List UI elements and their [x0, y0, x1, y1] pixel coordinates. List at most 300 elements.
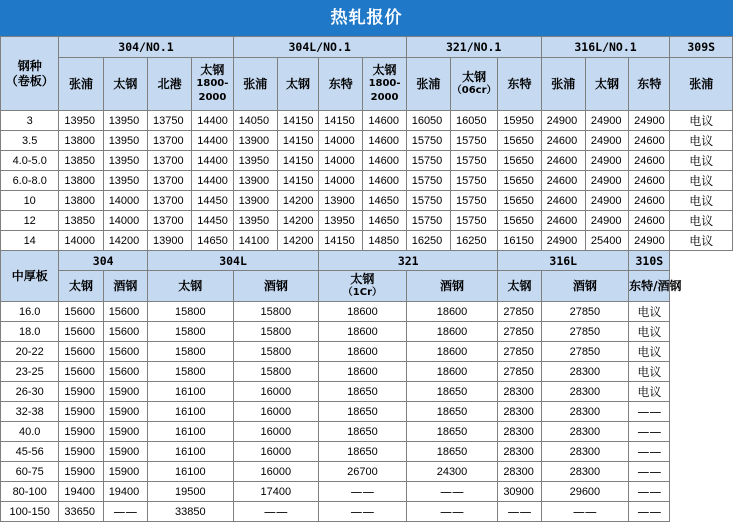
- hot-side-label: 钢种 （卷板）: [1, 37, 59, 111]
- table-row: [1, 402, 733, 422]
- plate-side-label: 中厚板: [1, 251, 59, 302]
- grade-header: 316L: [498, 251, 629, 271]
- price-cell: 13750: [147, 111, 191, 131]
- price-cell: 24600: [541, 131, 585, 151]
- price-cell: 14450: [192, 211, 233, 231]
- price-cell: 15900: [103, 422, 147, 442]
- mill-header-line: 太钢: [200, 63, 225, 77]
- price-cell: 15600: [103, 302, 147, 322]
- price-cell: 18650: [406, 422, 498, 442]
- price-cell: ——: [406, 502, 498, 522]
- mill-header: [319, 58, 363, 111]
- price-cell: 14150: [277, 111, 318, 131]
- price-cell: 15600: [59, 322, 103, 342]
- price-cell: 15650: [498, 191, 541, 211]
- price-cell: 电议: [670, 131, 733, 151]
- mill-header: [192, 58, 233, 111]
- price-cell: 26700: [319, 462, 407, 482]
- price-cell: 13950: [103, 131, 147, 151]
- price-cell: 16000: [233, 462, 319, 482]
- grade-header: 309S: [670, 37, 733, 58]
- price-cell: 18650: [319, 422, 407, 442]
- price-cell: 13950: [319, 211, 363, 231]
- price-cell: 28300: [541, 442, 629, 462]
- price-cell: 16100: [147, 422, 233, 442]
- price-cell: 13950: [103, 111, 147, 131]
- price-cell: 14400: [192, 171, 233, 191]
- price-cell: 14600: [363, 171, 406, 191]
- table-row: [1, 442, 733, 462]
- price-cell: 16000: [233, 422, 319, 442]
- price-cell: 28300: [498, 382, 541, 402]
- mill-header: [451, 58, 498, 111]
- price-cell: 16050: [451, 111, 498, 131]
- mill-header-line: （06cr）: [451, 85, 497, 96]
- price-cell: 27850: [498, 322, 541, 342]
- price-cell: 电议: [629, 322, 670, 342]
- mill-header-line: 酒钢: [440, 279, 465, 293]
- price-cell: 13700: [147, 131, 191, 151]
- price-cell: 13800: [59, 191, 103, 211]
- table-row: [1, 422, 733, 442]
- price-cell: 14000: [319, 151, 363, 171]
- price-cell: 14100: [233, 231, 277, 251]
- price-cell: 15600: [59, 342, 103, 362]
- price-cell: ——: [629, 462, 670, 482]
- price-cell: 15750: [406, 211, 450, 231]
- price-cell: 14150: [319, 231, 363, 251]
- price-cell: 15750: [406, 191, 450, 211]
- price-cell: 15750: [451, 211, 498, 231]
- price-cell: 24900: [585, 171, 628, 191]
- mill-header-line: 张浦: [69, 77, 94, 91]
- table-row: [1, 171, 733, 191]
- table-row: [1, 131, 733, 151]
- price-cell: 25400: [585, 231, 628, 251]
- price-cell: 15600: [59, 362, 103, 382]
- price-cell: 13700: [147, 211, 191, 231]
- price-cell: 电议: [670, 171, 733, 191]
- price-cell: ——: [319, 482, 407, 502]
- price-cell: 27850: [498, 342, 541, 362]
- price-cell: 13950: [103, 171, 147, 191]
- price-cell: 24900: [585, 211, 628, 231]
- mill-header: [59, 271, 103, 302]
- price-cell: 14400: [192, 111, 233, 131]
- price-cell: 电议: [670, 111, 733, 131]
- price-cell: ——: [629, 402, 670, 422]
- price-cell: 24900: [541, 111, 585, 131]
- price-cell: 16050: [406, 111, 450, 131]
- price-cell: 18650: [406, 402, 498, 422]
- mill-header: [233, 58, 277, 111]
- table-row: [1, 231, 733, 251]
- price-cell: 15900: [103, 402, 147, 422]
- price-cell: 13800: [59, 131, 103, 151]
- mill-header: [406, 58, 450, 111]
- mill-header: [498, 271, 541, 302]
- page-title: 热轧报价: [0, 0, 733, 36]
- spec-cell: 100-150: [1, 502, 59, 522]
- price-cell: 14600: [363, 151, 406, 171]
- price-cell: 24600: [629, 131, 670, 151]
- mill-header-line: 2000: [198, 92, 227, 103]
- price-cell: 29600: [541, 482, 629, 502]
- spec-cell: 20-22: [1, 342, 59, 362]
- price-cell: 24600: [541, 151, 585, 171]
- price-cell: 28300: [498, 422, 541, 442]
- price-cell: 18600: [319, 302, 407, 322]
- price-cell: 15650: [498, 171, 541, 191]
- spec-cell: 14: [1, 231, 59, 251]
- price-cell: 14650: [363, 191, 406, 211]
- price-cell: 18600: [406, 362, 498, 382]
- price-cell: 18600: [406, 322, 498, 342]
- price-cell: 30900: [498, 482, 541, 502]
- price-cell: 24900: [541, 231, 585, 251]
- price-cell: 15600: [103, 322, 147, 342]
- price-cell: 电议: [670, 191, 733, 211]
- mill-header-line: 东特: [637, 77, 662, 91]
- price-cell: 15800: [233, 342, 319, 362]
- price-cell: 14600: [363, 131, 406, 151]
- price-cell: 14000: [319, 171, 363, 191]
- price-cell: 15900: [59, 422, 103, 442]
- price-cell: 15600: [59, 302, 103, 322]
- table-row: [1, 211, 733, 231]
- mill-header-line: 太钢: [595, 77, 620, 91]
- price-cell: 14600: [363, 111, 406, 131]
- spec-cell: 40.0: [1, 422, 59, 442]
- spec-cell: 12: [1, 211, 59, 231]
- price-cell: 14200: [103, 231, 147, 251]
- mill-header: [147, 271, 233, 302]
- price-cell: 13700: [147, 191, 191, 211]
- price-cell: 13800: [59, 171, 103, 191]
- price-cell: 14650: [192, 231, 233, 251]
- mill-header: [147, 58, 191, 111]
- price-cell: 14050: [233, 111, 277, 131]
- price-cell: 15950: [498, 111, 541, 131]
- grade-header: 321: [319, 251, 498, 271]
- grade-header: 304L/NO.1: [233, 37, 406, 58]
- price-cell: ——: [103, 502, 147, 522]
- price-cell: 14650: [363, 211, 406, 231]
- price-cell: ——: [629, 502, 670, 522]
- price-cell: 电议: [629, 302, 670, 322]
- price-cell: 13900: [319, 191, 363, 211]
- price-cell: 18650: [406, 442, 498, 462]
- price-cell: 28300: [498, 442, 541, 462]
- grade-header: 321/NO.1: [406, 37, 541, 58]
- price-cell: 14000: [103, 191, 147, 211]
- price-cell: ——: [319, 502, 407, 522]
- price-cell: ——: [629, 482, 670, 502]
- price-cell: 18600: [406, 342, 498, 362]
- spec-cell: 45-56: [1, 442, 59, 462]
- price-cell: 18600: [319, 342, 407, 362]
- price-cell: 13900: [233, 171, 277, 191]
- price-cell: 16100: [147, 382, 233, 402]
- price-cell: 14200: [277, 191, 318, 211]
- mill-header: [103, 271, 147, 302]
- price-cell: 28300: [541, 382, 629, 402]
- price-cell: 27850: [498, 302, 541, 322]
- mill-header-line: 北港: [157, 77, 182, 91]
- mill-header-line: 太钢: [372, 63, 397, 77]
- price-cell: 27850: [498, 362, 541, 382]
- price-cell: 15900: [59, 402, 103, 422]
- price-cell: 24600: [541, 211, 585, 231]
- price-cell: 15750: [406, 131, 450, 151]
- price-cell: 15750: [451, 191, 498, 211]
- price-cell: 13950: [233, 151, 277, 171]
- spec-cell: 3.5: [1, 131, 59, 151]
- price-cell: 13950: [233, 211, 277, 231]
- price-cell: 16000: [233, 402, 319, 422]
- price-cell: 13850: [59, 211, 103, 231]
- mill-header-line: 东特/酒钢: [629, 279, 682, 293]
- mill-header: [541, 58, 585, 111]
- table-row: [1, 342, 733, 362]
- price-cell: 14150: [277, 151, 318, 171]
- price-cell: 16000: [233, 382, 319, 402]
- price-cell: 15800: [233, 362, 319, 382]
- price-cell: 13950: [59, 111, 103, 131]
- spec-cell: 16.0: [1, 302, 59, 322]
- spec-cell: 80-100: [1, 482, 59, 502]
- price-table: [0, 36, 733, 522]
- price-cell: 15800: [233, 302, 319, 322]
- spec-cell: 10: [1, 191, 59, 211]
- mill-header-line: 太钢: [350, 272, 375, 286]
- mill-header-line: 太钢: [178, 279, 203, 293]
- price-cell: 电议: [670, 211, 733, 231]
- price-cell: 27850: [541, 342, 629, 362]
- price-cell: 33850: [147, 502, 233, 522]
- price-cell: 28300: [541, 402, 629, 422]
- mill-header-line: 太钢: [285, 77, 310, 91]
- price-cell: 14000: [59, 231, 103, 251]
- price-cell: 15750: [406, 151, 450, 171]
- mill-header-line: 1800-: [196, 78, 229, 89]
- grade-header: 304L: [147, 251, 318, 271]
- price-cell: 24600: [629, 151, 670, 171]
- mill-header: [233, 271, 319, 302]
- price-cell: 33650: [59, 502, 103, 522]
- price-cell: 15750: [451, 151, 498, 171]
- price-cell: 13700: [147, 171, 191, 191]
- price-cell: 24600: [629, 191, 670, 211]
- price-cell: 16250: [451, 231, 498, 251]
- price-cell: 24600: [541, 191, 585, 211]
- price-cell: 14150: [277, 131, 318, 151]
- price-cell: 18650: [319, 442, 407, 462]
- mill-header: [59, 58, 103, 111]
- price-cell: 19400: [59, 482, 103, 502]
- price-cell: 14150: [319, 111, 363, 131]
- price-cell: 27850: [541, 302, 629, 322]
- price-cell: 16000: [233, 442, 319, 462]
- price-cell: 14850: [363, 231, 406, 251]
- grade-header: 304/NO.1: [59, 37, 233, 58]
- mill-header: [363, 58, 406, 111]
- table-row: [1, 382, 733, 402]
- mill-header: [629, 271, 682, 302]
- price-cell: ——: [498, 502, 541, 522]
- mill-header-line: 张浦: [689, 77, 714, 91]
- mill-header-line: 东特: [328, 77, 353, 91]
- price-cell: 18650: [319, 402, 407, 422]
- price-cell: 15900: [103, 442, 147, 462]
- price-cell: 15750: [451, 131, 498, 151]
- price-cell: 14200: [277, 211, 318, 231]
- spec-cell: 18.0: [1, 322, 59, 342]
- mill-header-line: 太钢: [462, 70, 487, 84]
- price-cell: 28300: [498, 462, 541, 482]
- mill-header: [585, 58, 628, 111]
- price-cell: 13900: [233, 191, 277, 211]
- price-cell: 15900: [103, 382, 147, 402]
- table-row: [1, 111, 733, 131]
- mill-header: [319, 271, 407, 302]
- price-cell: 14400: [192, 131, 233, 151]
- mill-header-line: 2000: [370, 92, 399, 103]
- table-row: [1, 362, 733, 382]
- price-cell: 16100: [147, 462, 233, 482]
- price-cell: 13900: [233, 131, 277, 151]
- price-cell: 15800: [147, 342, 233, 362]
- price-cell: 24900: [585, 191, 628, 211]
- mill-header-line: 张浦: [243, 77, 268, 91]
- price-cell: 19400: [103, 482, 147, 502]
- price-cell: 24900: [629, 111, 670, 131]
- price-cell: 13950: [103, 151, 147, 171]
- spec-cell: 4.0-5.0: [1, 151, 59, 171]
- spec-cell: 6.0-8.0: [1, 171, 59, 191]
- mill-header-line: 东特: [507, 77, 532, 91]
- grade-header: 304: [59, 251, 148, 271]
- price-cell: ——: [541, 502, 629, 522]
- price-cell: 电议: [629, 382, 670, 402]
- mill-header: [406, 271, 498, 302]
- price-cell: 15600: [103, 342, 147, 362]
- price-cell: 18600: [319, 322, 407, 342]
- table-row: [1, 191, 733, 211]
- mill-header-line: 太钢: [507, 279, 532, 293]
- table-row: [1, 302, 733, 322]
- price-cell: 24900: [585, 131, 628, 151]
- price-cell: 17400: [233, 482, 319, 502]
- price-cell: 18600: [319, 362, 407, 382]
- price-cell: 28300: [541, 462, 629, 482]
- price-cell: 14450: [192, 191, 233, 211]
- price-cell: 15650: [498, 211, 541, 231]
- grade-header: 310S: [629, 251, 670, 271]
- price-cell: 24600: [541, 171, 585, 191]
- price-cell: 14400: [192, 151, 233, 171]
- price-cell: 16150: [498, 231, 541, 251]
- price-cell: 24300: [406, 462, 498, 482]
- price-cell: 13700: [147, 151, 191, 171]
- price-cell: 电议: [629, 362, 670, 382]
- mill-header-line: 酒钢: [263, 279, 288, 293]
- price-cell: 18600: [406, 302, 498, 322]
- price-cell: 19500: [147, 482, 233, 502]
- grade-header: 316L/NO.1: [541, 37, 670, 58]
- spec-cell: 26-30: [1, 382, 59, 402]
- price-cell: 15650: [498, 151, 541, 171]
- spec-cell: 32-38: [1, 402, 59, 422]
- price-cell: 18650: [406, 382, 498, 402]
- mill-header-line: 张浦: [416, 77, 441, 91]
- price-cell: 24900: [585, 111, 628, 131]
- table-row: [1, 322, 733, 342]
- price-cell: ——: [629, 442, 670, 462]
- price-cell: 15900: [59, 382, 103, 402]
- mill-header-line: 太钢: [113, 77, 138, 91]
- price-cell: 电议: [670, 151, 733, 171]
- price-cell: 15800: [147, 362, 233, 382]
- mill-header: [277, 58, 318, 111]
- table-row: [1, 462, 733, 482]
- price-cell: 14000: [103, 211, 147, 231]
- price-cell: 15600: [103, 362, 147, 382]
- price-cell: 24600: [629, 211, 670, 231]
- mill-header: [629, 58, 670, 111]
- price-cell: 28300: [541, 362, 629, 382]
- mill-header: [498, 58, 541, 111]
- table-row: [1, 151, 733, 171]
- price-cell: 16100: [147, 442, 233, 462]
- price-cell: 15800: [147, 302, 233, 322]
- price-cell: 24900: [629, 231, 670, 251]
- table-row: [1, 502, 733, 522]
- price-cell: 15900: [103, 462, 147, 482]
- price-cell: 15750: [451, 171, 498, 191]
- price-cell: 电议: [670, 231, 733, 251]
- mill-header-line: 酒钢: [113, 279, 138, 293]
- price-cell: 16100: [147, 402, 233, 422]
- price-cell: 15750: [406, 171, 450, 191]
- price-cell: 15650: [498, 131, 541, 151]
- mill-header: [670, 58, 733, 111]
- spec-cell: 23-25: [1, 362, 59, 382]
- spec-cell: 3: [1, 111, 59, 131]
- mill-header: [541, 271, 629, 302]
- price-cell: 24900: [585, 151, 628, 171]
- price-cell: 14000: [319, 131, 363, 151]
- mill-header-line: 太钢: [69, 279, 94, 293]
- price-cell: 15900: [59, 442, 103, 462]
- price-cell: 13900: [147, 231, 191, 251]
- price-cell: 16250: [406, 231, 450, 251]
- price-cell: 27850: [541, 322, 629, 342]
- mill-header-line: （1Cr）: [342, 287, 383, 298]
- price-cell: 13850: [59, 151, 103, 171]
- price-cell: ——: [233, 502, 319, 522]
- price-cell: 18650: [319, 382, 407, 402]
- price-cell: 28300: [541, 422, 629, 442]
- price-cell: 24600: [629, 171, 670, 191]
- mill-header-line: 张浦: [551, 77, 576, 91]
- price-cell: 15800: [233, 322, 319, 342]
- price-cell: 电议: [629, 342, 670, 362]
- price-cell: 28300: [498, 402, 541, 422]
- price-cell: 14150: [277, 171, 318, 191]
- mill-header-line: 酒钢: [572, 279, 597, 293]
- table-row: [1, 482, 733, 502]
